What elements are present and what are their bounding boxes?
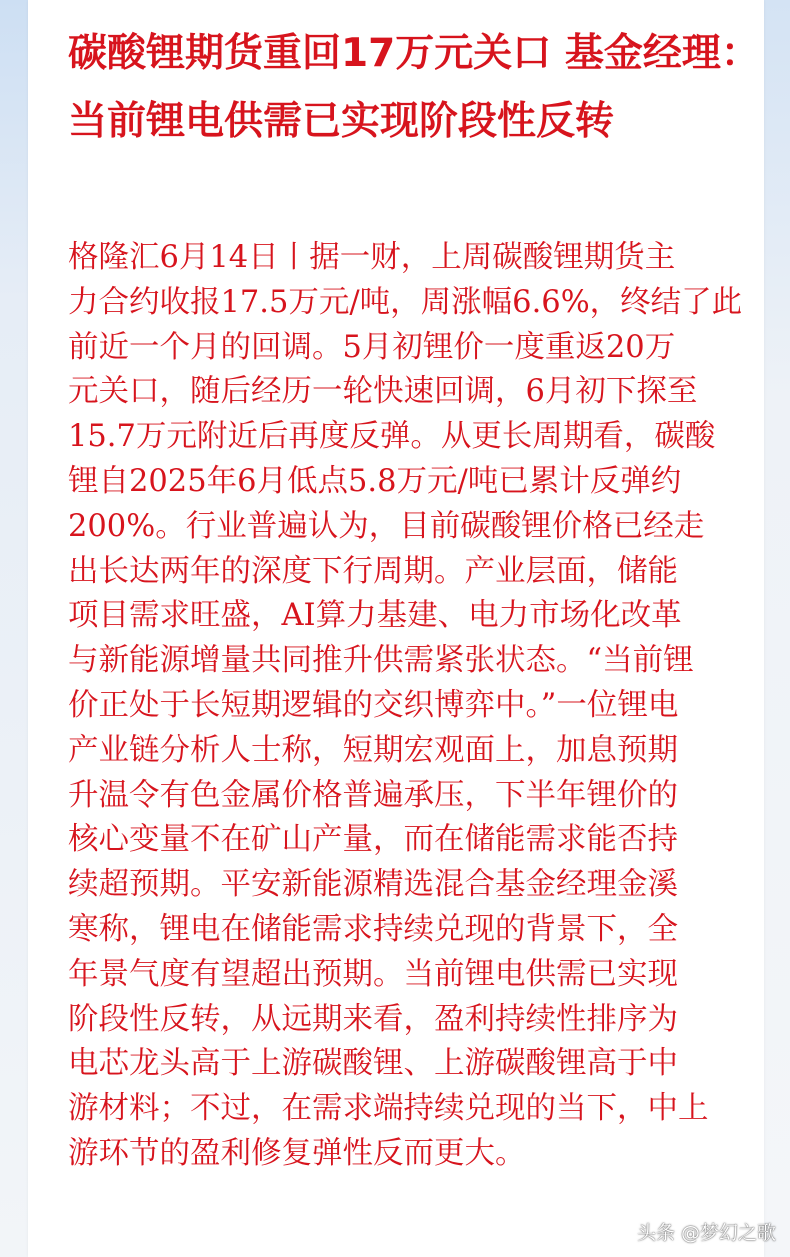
article-body-line: 升温令有色金属价格普遍承压，下半年锂价的 <box>68 777 678 813</box>
article-body-line: 15.7万元附近后再度反弹。从更长周期看，碳酸 <box>68 419 716 455</box>
article-body <box>68 236 768 1177</box>
left-background-strip <box>0 0 28 1257</box>
article-body-line: 电芯龙头高于上游碳酸锂、上游碳酸锂高于中 <box>68 1046 678 1082</box>
article-body-line: 年景气度有望超出预期。当前锂电供需已实现 <box>68 956 678 992</box>
article-body-line: 锂自2025年6月低点5.8万元/吨已累计反弹约 <box>68 463 682 499</box>
article-body-line: 前近一个月的回调。5月初锂价一度重返20万 <box>68 329 676 365</box>
article-body-line: 价正处于长短期逻辑的交织博弈中。”一位锂电 <box>68 687 679 723</box>
article-body-line: 寒称，锂电在储能需求持续兑现的背景下，全 <box>68 911 678 947</box>
article-body-line: 格隆汇6月14日丨据一财，上周碳酸锂期货主 <box>68 240 676 275</box>
article-body-line: 元关口，随后经历一轮快速回调，6月初下探至 <box>68 374 698 410</box>
article-body-line: 200%。行业普遍认为，目前碳酸锂价格已经走 <box>68 508 705 544</box>
article-title: 碳酸锂期货重回17万元关口 基金经理：当前锂电供需已实现阶段性反转 <box>68 31 760 144</box>
article-body-line: 出长达两年的深度下行周期。产业层面，储能 <box>68 553 678 589</box>
author-watermark: 头条 @梦幻之歌 <box>636 1222 776 1244</box>
article-body-line: 产业链分析人士称，短期宏观面上，加息预期 <box>68 732 678 768</box>
article-body-line: 游环节的盈利修复弹性反而更大。 <box>68 1135 526 1171</box>
article-body-line: 力合约收报17.5万元/吨，周涨幅6.6%，终结了此 <box>68 284 743 320</box>
article-body-line: 核心变量不在矿山产量，而在储能需求能否持 <box>68 822 678 858</box>
article-body-line: 续超预期。平安新能源精选混合基金经理金溪 <box>68 867 678 903</box>
article-body-line: 项目需求旺盛，AI算力基建、电力市场化改革 <box>68 598 682 634</box>
article-body-line: 阶段性反转，从远期来看，盈利持续性排序为 <box>68 1001 678 1037</box>
article-body-line: 与新能源增量共同推升供需紧张状态。“当前锂 <box>68 643 694 679</box>
article-body-line: 游材料；不过，在需求端持续兑现的当下，中上 <box>68 1091 709 1127</box>
